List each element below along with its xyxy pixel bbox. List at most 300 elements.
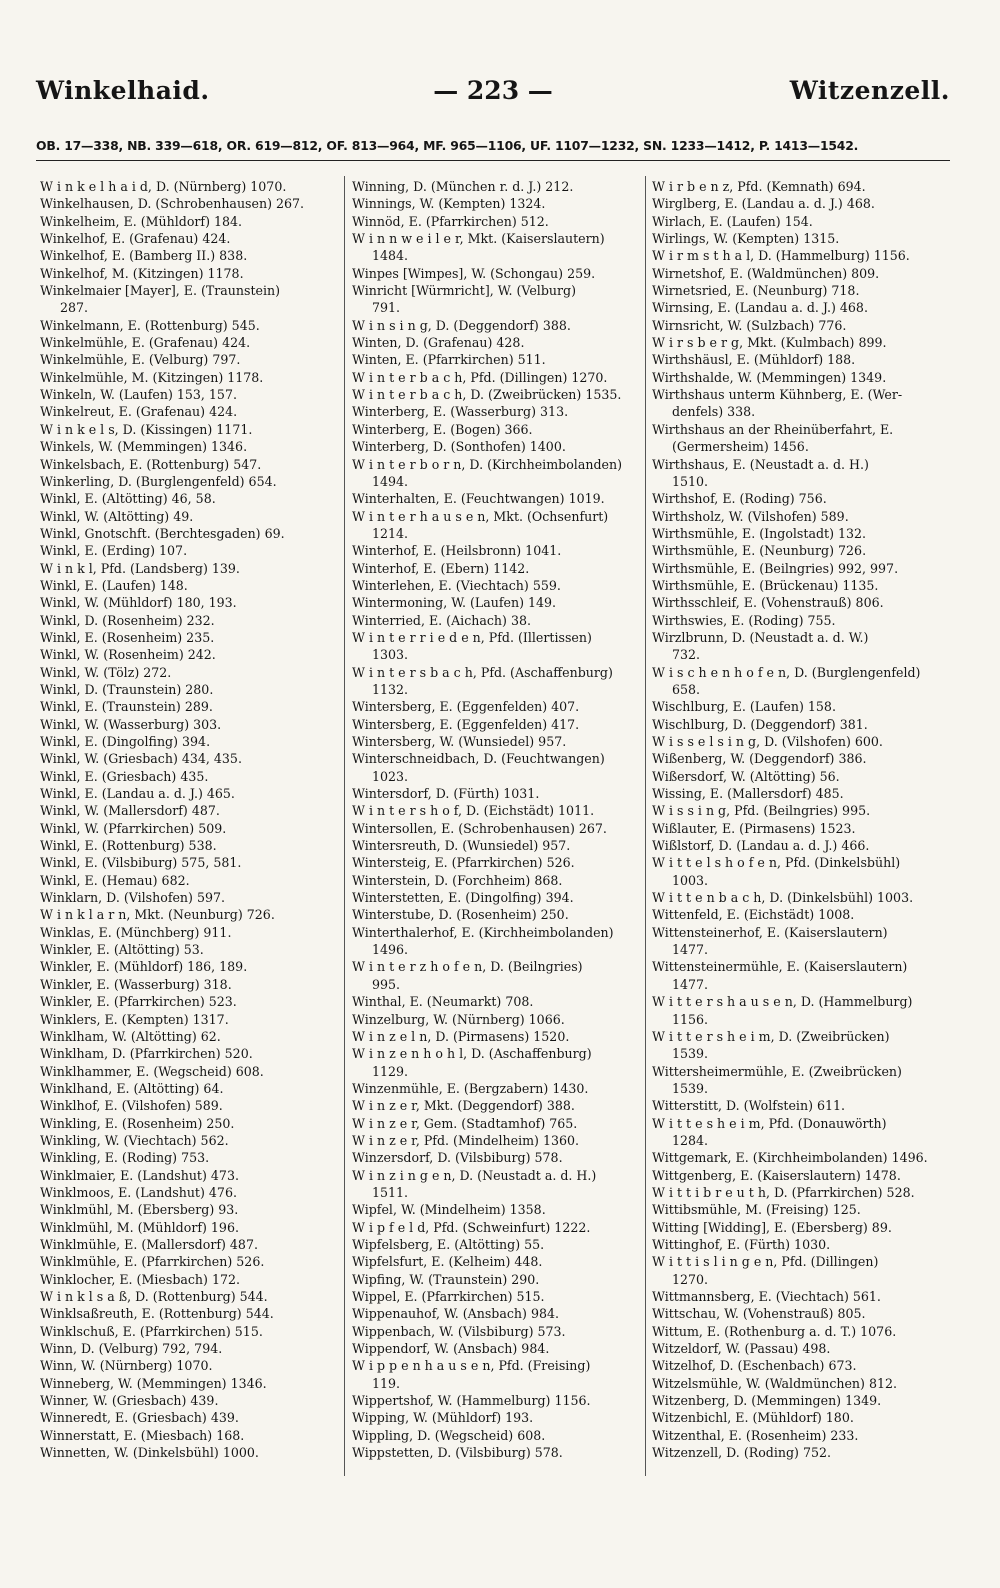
entry-continuation: 1129. — [372, 1063, 409, 1079]
entry-text: Witzenbichl, E. (Mühldorf) 180. — [652, 1410, 854, 1426]
index-entry — [40, 195, 340, 212]
entry-text: Wirnsing, E. (Landau a. d. J.) 468. — [652, 300, 868, 316]
entry-text: Winterstube, D. (Rosenheim) 250. — [352, 907, 569, 923]
entry-text: Winklarn, D. (Vilshofen) 597. — [40, 890, 226, 906]
index-entry — [652, 351, 957, 368]
entry-continuation: 1539. — [672, 1046, 709, 1062]
index-entry — [40, 1323, 340, 1340]
index-entry — [352, 889, 642, 906]
entry-text: Winterlehen, E. (Viechtach) 559. — [352, 577, 561, 593]
index-entry — [40, 560, 340, 577]
index-entry — [352, 421, 642, 438]
index-entry — [40, 1236, 340, 1253]
index-entry — [652, 1253, 957, 1288]
entry-text: Wintersberg, W. (Wunsiedel) 957. — [352, 734, 567, 749]
entry-text: Winkl, E. (Traunstein) 289. — [40, 699, 213, 715]
page-header — [36, 76, 950, 116]
index-entry — [652, 698, 957, 715]
entry-text: Wirthsschleif, E. (Vohenstrauß) 806. — [652, 595, 884, 611]
entry-text: Wippenbach, W. (Vilsbiburg) 573. — [352, 1323, 566, 1339]
index-entry — [352, 369, 642, 386]
entry-text: Winklham, W. (Altötting) 62. — [40, 1028, 221, 1044]
entry-text: W i n t e r b o r n, D. (Kirchheimbolanden) — [352, 456, 622, 472]
index-entry — [40, 317, 340, 334]
index-entry — [352, 213, 642, 230]
index-entry — [652, 1236, 957, 1253]
entry-text: Witzelsmühle, W. (Waldmünchen) 812. — [652, 1375, 897, 1391]
index-entry — [352, 403, 642, 420]
entry-text: Winkl, Gnotschft. (Berchtesgaden) 69. — [40, 525, 285, 541]
entry-text: Witzenzell, D. (Roding) 752. — [652, 1445, 832, 1461]
entry-text: Winnerstatt, E. (Miesbach) 168. — [40, 1427, 245, 1443]
entry-text: Winkels, W. (Memmingen) 1346. — [40, 439, 248, 455]
entry-text: Winterberg, E. (Bogen) 366. — [352, 421, 533, 437]
entry-text: Winkl, E. (Erding) 107. — [40, 543, 188, 559]
index-entry — [652, 334, 957, 351]
index-entry — [652, 456, 957, 491]
index-entry — [40, 750, 340, 767]
index-entry — [40, 958, 340, 975]
index-column-1 — [40, 178, 340, 1478]
index-entry — [352, 230, 642, 265]
entry-text: Wittenfeld, E. (Eichstädt) 1008. — [652, 907, 855, 923]
index-entry — [352, 195, 642, 212]
entry-text: Winneberg, W. (Memmingen) 1346. — [40, 1375, 267, 1391]
entry-continuation: 119. — [372, 1375, 401, 1391]
entry-text: Wirthsholz, W. (Vilshofen) 589. — [652, 508, 849, 524]
entry-text: Winnings, W. (Kempten) 1324. — [352, 196, 546, 212]
entry-text: Wirthshäusl, E. (Mühldorf) 188. — [652, 352, 856, 368]
index-entry — [40, 456, 340, 473]
index-entry — [352, 456, 642, 491]
index-entry — [40, 941, 340, 958]
entry-text: Wirnetshof, E. (Waldmünchen) 809. — [652, 265, 880, 281]
index-column-2 — [352, 178, 642, 1478]
index-entry — [352, 924, 642, 959]
index-entry — [352, 351, 642, 368]
entry-text: Witzelhof, D. (Eschenbach) 673. — [652, 1358, 857, 1374]
entry-continuation: 1132. — [372, 681, 409, 697]
entry-text: Winkelreut, E. (Grafenau) 424. — [40, 404, 238, 420]
entry-text: Winklhammer, E. (Wegscheid) 608. — [40, 1063, 264, 1079]
index-entry — [352, 1357, 642, 1392]
entry-continuation: 732. — [672, 647, 701, 663]
entry-text: Winkerling, D. (Burglengenfeld) 654. — [40, 473, 277, 489]
entry-text: Winkl, E. (Rosenheim) 235. — [40, 629, 215, 645]
entry-text: Winnetten, W. (Dinkelsbühl) 1000. — [40, 1445, 259, 1461]
entry-text: Winkl, D. (Rosenheim) 232. — [40, 612, 215, 628]
entry-continuation: 1003. — [672, 872, 709, 888]
index-entry — [40, 854, 340, 871]
index-entry — [652, 508, 957, 525]
entry-text: W i t t i b r e u t h, D. (Pfarrkirchen) 528. — [652, 1184, 915, 1200]
entry-text: Winkl, E. (Griesbach) 435. — [40, 768, 209, 784]
index-entry — [40, 230, 340, 247]
entry-text: Wipfelsfurt, E. (Kelheim) 448. — [352, 1254, 543, 1270]
index-entry — [352, 282, 642, 317]
entry-text: Wirthswies, E. (Roding) 755. — [652, 612, 836, 628]
index-entry — [352, 1236, 642, 1253]
entry-text: Winkling, E. (Roding) 753. — [40, 1150, 210, 1166]
entry-continuation: 287. — [60, 300, 89, 316]
index-entry — [40, 681, 340, 698]
entry-text: W i n k e l s, D. (Kissingen) 1171. — [40, 421, 253, 437]
entry-continuation: 1539. — [672, 1080, 709, 1096]
index-entry — [40, 542, 340, 559]
entry-text: Winterhof, E. (Ebern) 1142. — [352, 560, 530, 576]
index-entry — [40, 577, 340, 594]
index-entry — [352, 490, 642, 507]
entry-text: Winkl, D. (Traunstein) 280. — [40, 681, 214, 697]
entry-text: W i n k e l h a i d, D. (Nürnberg) 1070. — [40, 179, 287, 194]
entry-text: Winthal, E. (Neumarkt) 708. — [352, 994, 534, 1010]
index-entry — [652, 386, 957, 421]
page-number: — 223 — — [433, 76, 553, 105]
entry-text: Winterthalerhof, E. (Kirchheimbolanden) — [352, 924, 614, 940]
index-entry — [352, 802, 642, 819]
entry-text: Wippendorf, W. (Ansbach) 984. — [352, 1341, 550, 1357]
index-entry — [652, 993, 957, 1028]
entry-text: Wißenberg, W. (Deggendorf) 386. — [652, 751, 867, 767]
entry-text: Wipfing, W. (Traunstein) 290. — [352, 1271, 540, 1287]
entry-text: Winkling, E. (Rosenheim) 250. — [40, 1115, 235, 1131]
entry-text: Winkling, W. (Viechtach) 562. — [40, 1132, 229, 1148]
entry-text: Winklhand, E. (Altötting) 64. — [40, 1080, 224, 1096]
entry-text: Winkler, E. (Altötting) 53. — [40, 942, 204, 958]
index-entry — [652, 230, 957, 247]
index-entry — [40, 490, 340, 507]
index-entry — [352, 612, 642, 629]
index-entry — [652, 906, 957, 923]
index-entry — [352, 1288, 642, 1305]
index-entry — [352, 1305, 642, 1322]
entry-text: Wirlings, W. (Kempten) 1315. — [652, 231, 840, 247]
entry-text: Winkl, W. (Griesbach) 434, 435. — [40, 751, 242, 767]
index-entry — [652, 490, 957, 507]
entry-text: Winkelsbach, E. (Rottenburg) 547. — [40, 456, 262, 472]
index-entry — [40, 1409, 340, 1426]
entry-text: Witting [Widding], E. (Ebersberg) 89. — [652, 1219, 892, 1235]
index-entry — [40, 802, 340, 819]
index-entry — [652, 785, 957, 802]
index-entry — [652, 664, 957, 699]
index-entry — [40, 508, 340, 525]
entry-text: Winning, D. (München r. d. J.) 212. — [352, 179, 574, 194]
entry-continuation: 1270. — [672, 1271, 709, 1287]
index-entry — [652, 247, 957, 264]
index-entry — [352, 1097, 642, 1114]
entry-text: Wippenauhof, W. (Ansbach) 984. — [352, 1306, 559, 1322]
index-entry — [352, 1427, 642, 1444]
index-entry — [40, 1149, 340, 1166]
index-entry — [352, 265, 642, 282]
entry-text: W i n s i n g, D. (Deggendorf) 388. — [352, 317, 571, 333]
entry-text: Wirthshaus an der Rheinüberfahrt, E. — [652, 421, 894, 437]
entry-text: W i n k l s a ß, D. (Rottenburg) 544. — [40, 1289, 268, 1304]
entry-text: W i t t e r s h a u s e n, D. (Hammelburg) — [652, 994, 913, 1010]
index-entry — [40, 1219, 340, 1236]
index-entry — [40, 334, 340, 351]
index-entry — [352, 1149, 642, 1166]
entry-text: Winklmühl, M. (Ebersberg) 93. — [40, 1202, 239, 1218]
index-entry — [652, 1201, 957, 1218]
index-entry — [40, 820, 340, 837]
entry-text: W i n z i n g e n, D. (Neustadt a. d. H.) — [352, 1167, 597, 1183]
index-entry — [40, 438, 340, 455]
entry-continuation: 1284. — [672, 1132, 709, 1148]
entry-text: W i n t e r s b a c h, Pfd. (Aschaffenburg) — [352, 664, 613, 680]
entry-text: Wirglberg, E. (Landau a. d. J.) 468. — [652, 196, 875, 212]
index-entry — [40, 421, 340, 438]
index-entry — [40, 698, 340, 715]
index-entry — [352, 1132, 642, 1149]
entry-text: Winklschuß, E. (Pfarrkirchen) 515. — [40, 1323, 263, 1339]
index-entry — [352, 508, 642, 543]
index-entry — [40, 716, 340, 733]
index-entry — [352, 560, 642, 577]
entry-text: Winkelhausen, D. (Schrobenhausen) 267. — [40, 196, 305, 212]
index-entry — [40, 594, 340, 611]
entry-text: Winklas, E. (Münchberg) 911. — [40, 924, 232, 940]
entry-text: Wirnetsried, E. (Neunburg) 718. — [652, 283, 860, 299]
entry-text: W i r b e n z, Pfd. (Kemnath) 694. — [652, 179, 866, 194]
entry-text: Winzenmühle, E. (Bergzabern) 1430. — [352, 1080, 589, 1096]
index-entry — [40, 265, 340, 282]
index-entry — [352, 854, 642, 871]
index-entry — [40, 1427, 340, 1444]
index-entry — [352, 785, 642, 802]
entry-text: Wipfel, W. (Mindelheim) 1358. — [352, 1202, 546, 1218]
entry-text: Winkelmühle, E. (Grafenau) 424. — [40, 335, 251, 351]
entry-text: Winklers, E. (Kempten) 1317. — [40, 1011, 229, 1027]
entry-text: Winterberg, E. (Wasserburg) 313. — [352, 404, 569, 420]
index-entry — [352, 1167, 642, 1202]
index-entry — [40, 924, 340, 941]
entry-text: Winklmühle, E. (Mallersdorf) 487. — [40, 1236, 258, 1252]
entry-text: Winklmühle, E. (Pfarrkirchen) 526. — [40, 1254, 265, 1270]
index-entry — [40, 1097, 340, 1114]
entry-text: W i n z e r, Gem. (Stadtamhof) 765. — [352, 1115, 578, 1131]
index-entry — [652, 1444, 957, 1461]
entry-text: W i r m s t h a l, D. (Hammelburg) 1156. — [652, 248, 910, 264]
entry-text: Witterstitt, D. (Wolfstein) 611. — [652, 1098, 846, 1114]
entry-text: W i n z e l n, D. (Pirmasens) 1520. — [352, 1028, 570, 1044]
index-entry — [652, 560, 957, 577]
entry-text: Wittensteinermühle, E. (Kaiserslautern) — [652, 959, 908, 975]
entry-continuation: (Germersheim) 1456. — [672, 439, 809, 455]
index-entry — [352, 906, 642, 923]
entry-text: Winkl, E. (Landau a. d. J.) 465. — [40, 786, 235, 802]
entry-text: Wittgemark, E. (Kirchheimbolanden) 1496. — [652, 1150, 928, 1166]
entry-text: Winn, W. (Nürnberg) 1070. — [40, 1358, 213, 1374]
entry-text: Winkl, W. (Altötting) 49. — [40, 508, 194, 524]
index-entry — [652, 299, 957, 316]
index-entry — [352, 1011, 642, 1028]
entry-text: Winkl, W. (Mallersdorf) 487. — [40, 803, 220, 819]
index-entry — [652, 1392, 957, 1409]
index-entry — [40, 178, 340, 195]
index-entry — [652, 577, 957, 594]
entry-text: Wintersteig, E. (Pfarrkirchen) 526. — [352, 855, 575, 871]
entry-continuation: 1477. — [672, 942, 709, 958]
entry-text: Wirthshaus unterm Kühnberg, E. (Wer- — [652, 387, 903, 403]
entry-text: Winterried, E. (Aichach) 38. — [352, 612, 531, 628]
entry-text: Wippel, E. (Pfarrkirchen) 515. — [352, 1289, 545, 1304]
index-entry — [352, 1323, 642, 1340]
index-entry — [40, 1080, 340, 1097]
index-entry — [652, 716, 957, 733]
index-entry — [652, 1167, 957, 1184]
index-entry — [652, 854, 957, 889]
index-entry — [40, 976, 340, 993]
entry-text: Winkl, E. (Hemau) 682. — [40, 872, 190, 888]
entry-text: Wintersollen, E. (Schrobenhausen) 267. — [352, 820, 607, 836]
entry-continuation: denfels) 338. — [672, 404, 756, 420]
index-entry — [40, 629, 340, 646]
entry-text: Winkl, E. (Dingolfing) 394. — [40, 734, 211, 749]
index-entry — [40, 351, 340, 368]
entry-text: W i t t e l s h o f e n, Pfd. (Dinkelsbühl) — [652, 855, 901, 871]
entry-text: W i p p e n h a u s e n, Pfd. (Freising) — [352, 1358, 591, 1374]
index-entry — [652, 1427, 957, 1444]
index-entry — [652, 1375, 957, 1392]
entry-text: Winten, D. (Grafenau) 428. — [352, 335, 525, 351]
index-entry — [652, 958, 957, 993]
index-entry — [352, 334, 642, 351]
index-entry — [652, 317, 957, 334]
index-entry — [40, 1444, 340, 1461]
entry-text: W i n k l, Pfd. (Landsberg) 139. — [40, 560, 240, 576]
index-entry — [652, 1288, 957, 1305]
entry-text: Winneredt, E. (Griesbach) 439. — [40, 1410, 239, 1426]
index-entry — [40, 664, 340, 681]
entry-text: Wißlauter, E. (Pirmasens) 1523. — [652, 820, 856, 836]
entry-text: Wittibsmühle, M. (Freising) 125. — [652, 1202, 861, 1218]
entry-continuation: 1510. — [672, 473, 709, 489]
entry-continuation: 791. — [372, 300, 401, 316]
index-entry — [352, 1444, 642, 1461]
index-entry — [652, 629, 957, 664]
index-entry — [40, 837, 340, 854]
entry-text: W i r s b e r g, Mkt. (Kulmbach) 899. — [652, 335, 887, 351]
index-entry — [352, 1271, 642, 1288]
index-entry — [40, 768, 340, 785]
entry-text: Winpes [Wimpes], W. (Schongau) 259. — [352, 265, 596, 281]
header-rule — [36, 160, 950, 161]
index-entry — [40, 1045, 340, 1062]
index-entry — [352, 317, 642, 334]
entry-text: W i n n w e i l e r, Mkt. (Kaiserslautern) — [352, 231, 605, 247]
index-entry — [352, 542, 642, 559]
column-divider — [344, 176, 345, 1476]
index-entry — [652, 1219, 957, 1236]
index-entry — [40, 1011, 340, 1028]
last-entry-heading: Witzenzell. — [789, 76, 950, 105]
index-entry — [652, 1184, 957, 1201]
index-entry — [652, 1149, 957, 1166]
entry-text: Wirthsmühle, E. (Beilngries) 992, 997. — [652, 560, 899, 576]
index-entry — [40, 1357, 340, 1374]
entry-text: Winkl, W. (Pfarrkirchen) 509. — [40, 820, 227, 836]
index-entry — [652, 768, 957, 785]
entry-text: Wißlstorf, D. (Landau a. d. J.) 466. — [652, 838, 870, 854]
column-divider — [645, 176, 646, 1476]
index-entry — [352, 1045, 642, 1080]
entry-text: Wintersreuth, D. (Wunsiedel) 957. — [352, 838, 571, 854]
index-entry — [40, 247, 340, 264]
entry-text: Winten, E. (Pfarrkirchen) 511. — [352, 352, 546, 368]
index-entry — [652, 1305, 957, 1322]
index-entry — [40, 1340, 340, 1357]
index-entry — [40, 889, 340, 906]
entry-text: Wirthshalde, W. (Memmingen) 1349. — [652, 369, 887, 385]
entry-text: W i t t e r s h e i m, D. (Zweibrücken) — [652, 1028, 890, 1044]
index-entry — [652, 837, 957, 854]
entry-text: Winkelmaier [Mayer], E. (Traunstein) — [40, 283, 281, 299]
entry-text: Wittschau, W. (Vohenstrauß) 805. — [652, 1306, 866, 1322]
entry-text: Witzenberg, D. (Memmingen) 1349. — [652, 1393, 882, 1409]
index-entry — [352, 1201, 642, 1218]
entry-continuation: 1484. — [372, 248, 409, 264]
index-entry — [40, 1167, 340, 1184]
entry-continuation: 1496. — [372, 942, 409, 958]
entry-text: Wippstetten, D. (Vilsbiburg) 578. — [352, 1445, 563, 1461]
entry-text: Wipping, W. (Mühldorf) 193. — [352, 1410, 534, 1426]
entry-continuation: 1023. — [372, 768, 409, 784]
index-entry — [652, 1115, 957, 1150]
index-entry — [352, 1340, 642, 1357]
index-entry — [352, 577, 642, 594]
index-entry — [352, 1253, 642, 1270]
entry-text: Wintersdorf, D. (Fürth) 1031. — [352, 786, 540, 802]
entry-text: W i s s e l s i n g, D. (Vilshofen) 600. — [652, 734, 883, 749]
index-entry — [40, 369, 340, 386]
index-entry — [352, 386, 642, 403]
index-entry — [40, 1271, 340, 1288]
index-entry — [40, 1132, 340, 1149]
entry-text: W i n z e r, Pfd. (Mindelheim) 1360. — [352, 1132, 580, 1148]
index-entry — [652, 282, 957, 299]
entry-text: W i s c h e n h o f e n, D. (Burglengenfeld) — [652, 664, 921, 680]
entry-text: Winkl, E. (Rottenburg) 538. — [40, 838, 217, 854]
entry-text: Wissing, E. (Mallersdorf) 485. — [652, 786, 844, 802]
index-entry — [40, 993, 340, 1010]
entry-text: Wittgenberg, E. (Kaiserslautern) 1478. — [652, 1167, 901, 1183]
index-entry — [652, 889, 957, 906]
entry-text: Winkelmann, E. (Rottenburg) 545. — [40, 317, 260, 333]
entry-continuation: 1303. — [372, 647, 409, 663]
index-entry — [652, 1409, 957, 1426]
index-entry — [652, 213, 957, 230]
entry-text: W i n t e r s h o f, D. (Eichstädt) 1011. — [352, 803, 595, 819]
entry-text: Winklmühl, M. (Mühldorf) 196. — [40, 1219, 239, 1235]
entry-text: Wirthsmühle, E. (Ingolstadt) 132. — [652, 525, 867, 541]
index-entry — [40, 872, 340, 889]
index-entry — [352, 594, 642, 611]
entry-text: W i n t e r z h o f e n, D. (Beilngries) — [352, 959, 583, 975]
entry-text: Wirthsmühle, E. (Brückenau) 1135. — [652, 577, 879, 593]
entry-text: Winkler, E. (Pfarrkirchen) 523. — [40, 994, 237, 1010]
entry-continuation: 1477. — [672, 976, 709, 992]
index-entry — [352, 1080, 642, 1097]
entry-text: Winkl, W. (Rosenheim) 242. — [40, 647, 216, 663]
entry-text: Wischlburg, E. (Laufen) 158. — [652, 699, 836, 715]
index-entry — [40, 1201, 340, 1218]
index-entry — [352, 1028, 642, 1045]
entry-text: Winzersdorf, D. (Vilsbiburg) 578. — [352, 1150, 563, 1166]
index-entry — [352, 993, 642, 1010]
entry-text: Wintersberg, E. (Eggenfelden) 417. — [352, 716, 580, 732]
